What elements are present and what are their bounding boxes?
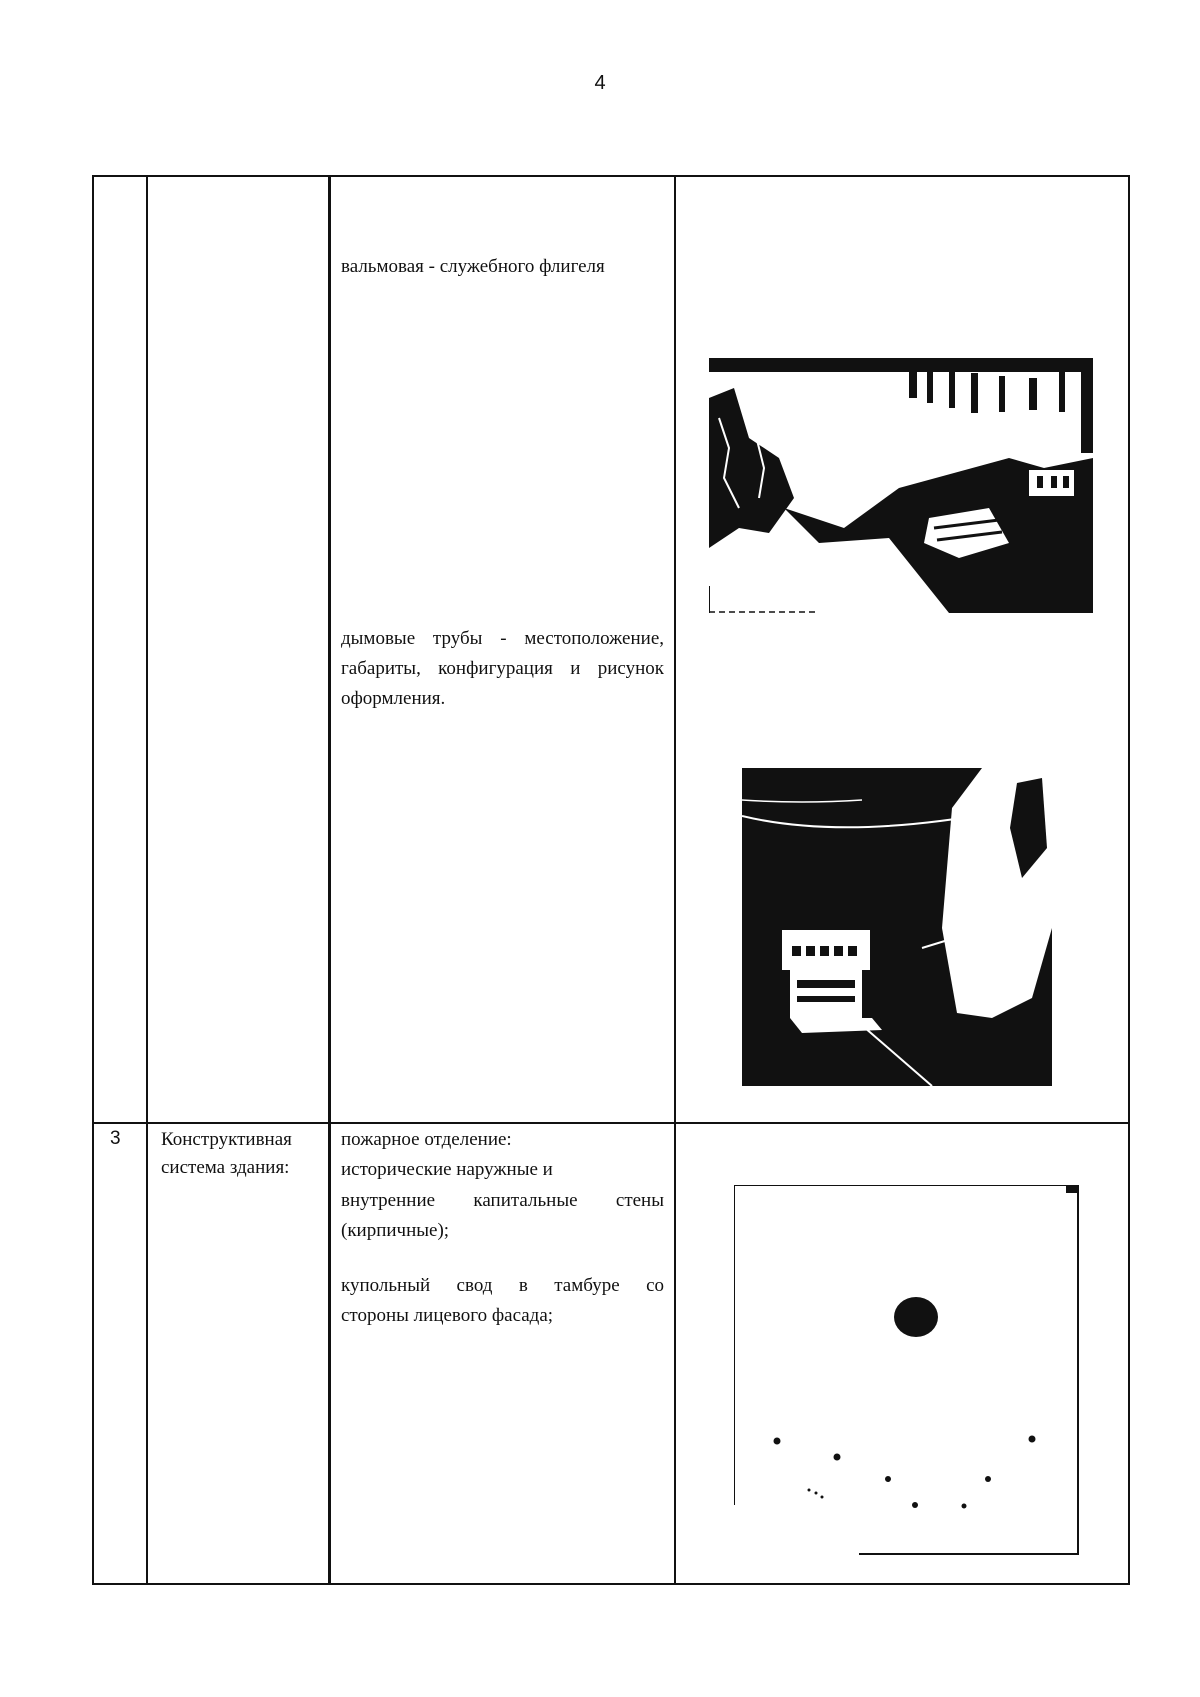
walls-line3: внутренние капитальные стены — [341, 1190, 664, 1211]
chimney-description: дымовые трубы - местоположение, габариты, конфигурация и рисунок оформления. — [341, 628, 664, 709]
row-label-line2: система здания: — [161, 1157, 290, 1178]
walls-line4: (кирпичные); — [341, 1220, 450, 1241]
vault-line1: купольный свод в тамбуре со — [341, 1275, 664, 1296]
walls-line2: исторические наружные и — [341, 1159, 553, 1180]
row-number: 3 — [110, 1128, 121, 1149]
row-divider — [92, 1122, 1130, 1124]
col-border-right — [1128, 175, 1130, 1585]
dome-photo — [734, 1185, 1079, 1555]
col-border-3 — [674, 175, 676, 1585]
table-top-border — [92, 175, 1130, 177]
fire-station-heading: пожарное отделение: — [341, 1129, 512, 1150]
chimney-photo — [742, 768, 1052, 1086]
table-bottom-border — [92, 1583, 1130, 1585]
col-border-2 — [328, 175, 331, 1585]
page-number: 4 — [594, 72, 606, 94]
col-border-left — [92, 175, 94, 1585]
col-border-1 — [146, 175, 148, 1585]
vault-line2: стороны лицевого фасада; — [341, 1305, 554, 1326]
row-label-line1: Конструктивная — [161, 1129, 292, 1150]
roof-description: вальмовая - служебного флигеля — [341, 256, 605, 277]
roof-photo — [709, 358, 1093, 613]
specification-table — [92, 175, 1130, 1585]
